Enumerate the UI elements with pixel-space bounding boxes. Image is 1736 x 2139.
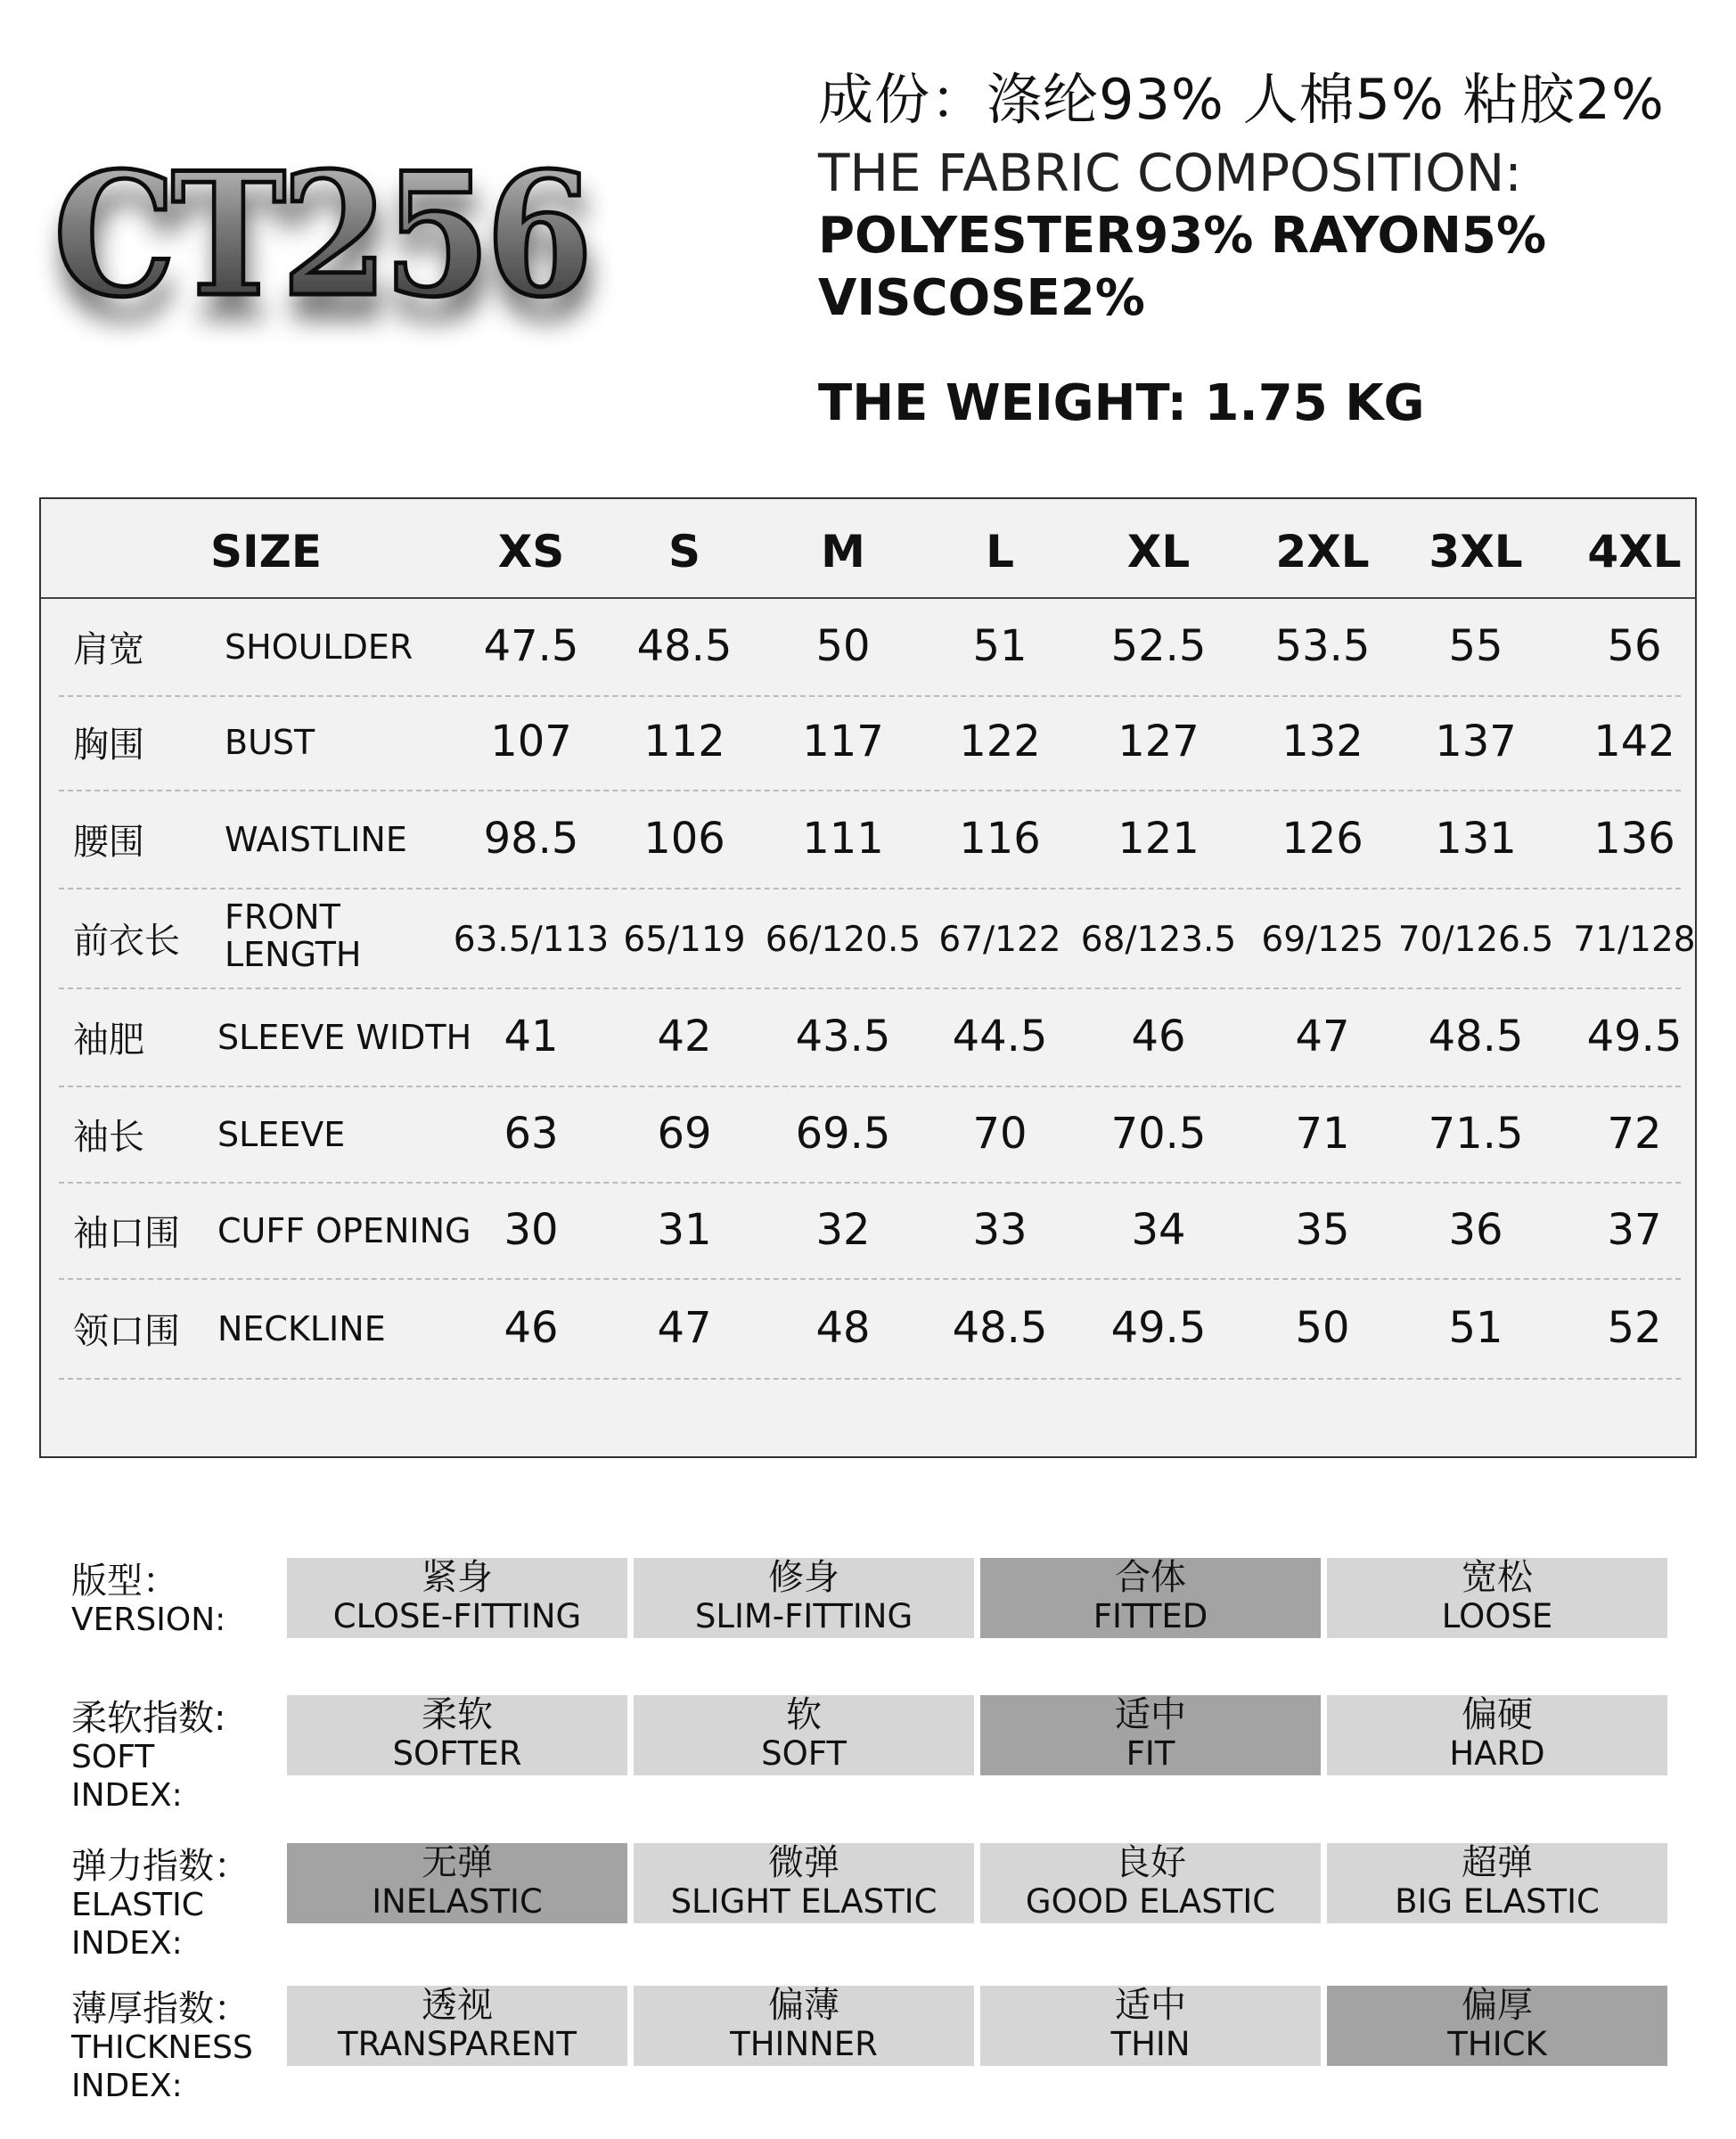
table-cell: 37 <box>1607 1205 1662 1255</box>
elastic-index-label-en: ELASTIC <box>71 1887 204 1923</box>
row-label-cn: 袖长 <box>73 1117 144 1158</box>
table-cell: 53.5 <box>1274 621 1371 671</box>
table-cell: 44.5 <box>952 1012 1048 1061</box>
table-cell: 65/119 <box>623 920 746 960</box>
table-cell: 68/123.5 <box>1080 920 1237 960</box>
size-header-label: SIZE <box>210 526 323 578</box>
composition-en-line2: VISCOSE2% <box>818 269 1145 327</box>
table-cell: 42 <box>657 1012 712 1061</box>
composition-cn: 成份：涤纶93% 人棉5% 粘胶2% <box>818 67 1665 132</box>
row-label-en: WAISTLINE <box>225 820 407 859</box>
weight-text: THE WEIGHT: 1.75 KG <box>818 374 1425 432</box>
option-label-en: SOFTER <box>392 1734 522 1773</box>
soft-index-label <box>71 1699 225 1815</box>
option-label-en: CLOSE-FITTING <box>332 1597 582 1635</box>
option-label-cn: 良好 <box>1115 1842 1186 1883</box>
table-cell: 52 <box>1607 1303 1662 1353</box>
option-label-cn: 无弹 <box>422 1842 493 1883</box>
option-label-en: SLIGHT ELASTIC <box>670 1882 938 1921</box>
row-label-en: SLEEVE WIDTH <box>217 1018 472 1057</box>
table-cell: 36 <box>1448 1205 1503 1255</box>
table-cell: 106 <box>643 814 725 864</box>
row-label-en: CUFF OPENING <box>217 1211 471 1250</box>
row-label-en-line2: LENGTH <box>225 935 362 974</box>
option-label-en: THICK <box>1447 2025 1547 2063</box>
table-cell: 51 <box>1448 1303 1503 1353</box>
option-label-en: THINNER <box>730 2025 878 2063</box>
table-cell: 47 <box>657 1303 712 1353</box>
elastic-index-option-slight-elastic <box>634 1843 974 1923</box>
table-cell: 31 <box>657 1205 712 1255</box>
thickness-index-option-transparent <box>287 1986 627 2066</box>
table-cell: 35 <box>1295 1205 1350 1255</box>
option-label-cn: 紧身 <box>422 1557 493 1598</box>
table-cell: 43.5 <box>795 1012 891 1061</box>
option-label-cn: 适中 <box>1115 1985 1186 2026</box>
elastic-index-option-big-elastic <box>1327 1843 1667 1923</box>
row-label-cn: 肩宽 <box>73 629 144 670</box>
table-cell: 136 <box>1593 814 1675 864</box>
soft-index-option-softer <box>287 1695 627 1775</box>
table-row <box>59 791 1681 889</box>
table-cell: 111 <box>802 814 884 864</box>
version-label <box>71 1561 225 1639</box>
size-header-l: L <box>986 526 1014 578</box>
option-label-en: LOOSE <box>1441 1597 1553 1635</box>
soft-index-label-cn: 柔软指数: <box>71 1698 226 1739</box>
table-cell: 34 <box>1131 1205 1186 1255</box>
table-cell: 48 <box>815 1303 871 1353</box>
thickness-index-label-cn: 薄厚指数： <box>71 1988 250 2029</box>
table-cell: 112 <box>643 717 725 766</box>
row-label-cn: 腰围 <box>73 822 144 863</box>
thickness-index-label-en: THICKNESS <box>71 2029 253 2066</box>
row-label-cn: 前衣长 <box>73 921 180 962</box>
table-cell: 117 <box>802 717 884 766</box>
option-label-cn: 合体 <box>1115 1557 1186 1598</box>
table-cell: 63.5/113 <box>453 920 610 960</box>
size-header-xl: XL <box>1126 526 1191 578</box>
thickness-index-option-thin <box>980 1986 1321 2066</box>
row-label-en: SHOULDER <box>225 627 414 667</box>
version-option-loose <box>1327 1558 1667 1638</box>
table-cell: 41 <box>504 1012 559 1061</box>
option-label-cn: 透视 <box>422 1985 493 2026</box>
option-label-cn: 偏厚 <box>1462 1985 1533 2026</box>
table-cell: 71.5 <box>1428 1109 1524 1159</box>
row-label-en: BUST <box>225 723 315 762</box>
table-cell: 71/128 <box>1573 920 1696 960</box>
thickness-index-option-thinner <box>634 1986 974 2066</box>
table-row <box>59 599 1681 697</box>
soft-index-option-hard <box>1327 1695 1667 1775</box>
table-cell: 71 <box>1295 1109 1350 1159</box>
table-cell: 49.5 <box>1110 1303 1207 1353</box>
table-cell: 46 <box>1131 1012 1186 1061</box>
table-cell: 69/125 <box>1261 920 1384 960</box>
version-option-fitted <box>980 1558 1321 1638</box>
elastic-index-label-en2: INDEX: <box>71 1925 183 1962</box>
size-header-m: M <box>821 526 865 578</box>
size-table-header <box>41 499 1695 599</box>
row-label-en-line1: FRONT <box>225 897 340 937</box>
size-header-2xl: 2XL <box>1275 526 1370 578</box>
table-row <box>59 989 1681 1087</box>
size-header-4xl: 4XL <box>1587 526 1682 578</box>
table-row <box>59 1280 1681 1380</box>
table-cell: 46 <box>504 1303 559 1353</box>
thickness-index-label <box>71 1989 253 2105</box>
table-cell: 48.5 <box>1428 1012 1524 1061</box>
composition-block <box>818 62 1718 435</box>
soft-index-label-en: SOFT <box>71 1739 155 1775</box>
table-row <box>59 889 1696 989</box>
option-label-en: HARD <box>1449 1734 1545 1773</box>
option-label-cn: 宽松 <box>1462 1557 1533 1598</box>
option-label-en: FITTED <box>1093 1597 1208 1635</box>
table-cell: 72 <box>1607 1109 1662 1159</box>
row-label-cn: 领口围 <box>73 1311 180 1352</box>
table-cell: 49.5 <box>1586 1012 1683 1061</box>
version-label-en: VERSION: <box>71 1602 226 1638</box>
option-label-cn: 柔软 <box>422 1694 493 1735</box>
version-option-slim-fitting <box>634 1558 974 1638</box>
table-row <box>59 1087 1681 1184</box>
table-cell: 50 <box>1295 1303 1350 1353</box>
option-label-en: SOFT <box>761 1734 847 1773</box>
option-label-en: BIG ELASTIC <box>1395 1882 1600 1921</box>
table-cell: 122 <box>959 717 1041 766</box>
option-label-en: TRANSPARENT <box>338 2025 577 2063</box>
option-label-en: FIT <box>1126 1734 1175 1773</box>
option-label-en: SLIM-FITTING <box>694 1597 913 1635</box>
option-label-cn: 软 <box>786 1694 822 1735</box>
composition-en-line1: POLYESTER93% RAYON5% <box>818 207 1547 265</box>
table-cell: 51 <box>972 621 1028 671</box>
composition-en-label: THE FABRIC COMPOSITION: <box>818 143 1522 203</box>
table-cell: 52.5 <box>1110 621 1207 671</box>
table-cell: 121 <box>1118 814 1200 864</box>
size-header-3xl: 3XL <box>1429 526 1523 578</box>
table-cell: 131 <box>1435 814 1517 864</box>
option-label-cn: 偏薄 <box>768 1985 839 2026</box>
option-label-cn: 超弹 <box>1462 1842 1533 1883</box>
table-cell: 47.5 <box>483 621 579 671</box>
logo-text: CT256 <box>53 135 588 334</box>
table-row <box>59 1184 1681 1280</box>
table-cell: 126 <box>1282 814 1363 864</box>
table-cell: 70.5 <box>1110 1109 1207 1159</box>
elastic-index-label-cn: 弹力指数： <box>71 1846 250 1887</box>
option-label-cn: 偏硬 <box>1462 1694 1533 1735</box>
version-option-close-fitting <box>287 1558 627 1638</box>
table-cell: 50 <box>815 621 871 671</box>
soft-index-option-soft <box>634 1695 974 1775</box>
table-cell: 47 <box>1295 1012 1350 1061</box>
option-label-en: INELASTIC <box>372 1882 543 1921</box>
soft-index-option-fit <box>980 1695 1321 1775</box>
size-table <box>39 497 1697 1458</box>
row-label-en: SLEEVE <box>217 1115 346 1154</box>
table-cell: 107 <box>490 717 572 766</box>
table-cell: 63 <box>504 1109 559 1159</box>
table-cell: 56 <box>1607 621 1662 671</box>
thickness-index-label-en2: INDEX: <box>71 2068 183 2104</box>
size-header-s: S <box>667 526 701 578</box>
table-cell: 30 <box>504 1205 559 1255</box>
thickness-index-option-thick <box>1327 1986 1667 2066</box>
size-header-xs: XS <box>497 526 565 578</box>
table-cell: 33 <box>972 1205 1028 1255</box>
table-cell: 69 <box>657 1109 712 1159</box>
option-label-en: GOOD ELASTIC <box>1025 1882 1276 1921</box>
table-cell: 70/126.5 <box>1397 920 1554 960</box>
row-label-en: NECKLINE <box>217 1309 386 1348</box>
table-cell: 55 <box>1448 621 1503 671</box>
row-label-en <box>225 898 361 973</box>
elastic-index-option-inelastic <box>287 1843 627 1923</box>
row-label-cn: 袖口围 <box>73 1213 180 1254</box>
table-cell: 142 <box>1593 717 1675 766</box>
option-label-en: THIN <box>1110 2025 1191 2063</box>
soft-index-label-en2: INDEX: <box>71 1777 183 1814</box>
option-label-cn: 适中 <box>1115 1694 1186 1735</box>
elastic-index-option-good-elastic <box>980 1843 1321 1923</box>
table-cell: 70 <box>972 1109 1028 1159</box>
table-cell: 127 <box>1118 717 1200 766</box>
table-row <box>59 695 1681 791</box>
row-label-cn: 胸围 <box>73 725 144 766</box>
table-cell: 66/120.5 <box>765 920 921 960</box>
table-cell: 132 <box>1282 717 1363 766</box>
version-label-cn: 版型： <box>71 1561 178 1602</box>
option-label-cn: 修身 <box>768 1557 839 1598</box>
elastic-index-label <box>71 1847 250 1963</box>
row-label-cn: 袖肥 <box>73 1020 144 1061</box>
table-cell: 116 <box>959 814 1041 864</box>
table-cell: 137 <box>1435 717 1517 766</box>
table-cell: 67/122 <box>938 920 1061 960</box>
table-cell: 48.5 <box>952 1303 1048 1353</box>
option-label-cn: 微弹 <box>768 1842 839 1883</box>
table-cell: 98.5 <box>483 814 579 864</box>
table-cell: 69.5 <box>795 1109 891 1159</box>
table-cell: 48.5 <box>636 621 733 671</box>
brand-logo <box>45 134 615 365</box>
table-cell: 32 <box>815 1205 871 1255</box>
